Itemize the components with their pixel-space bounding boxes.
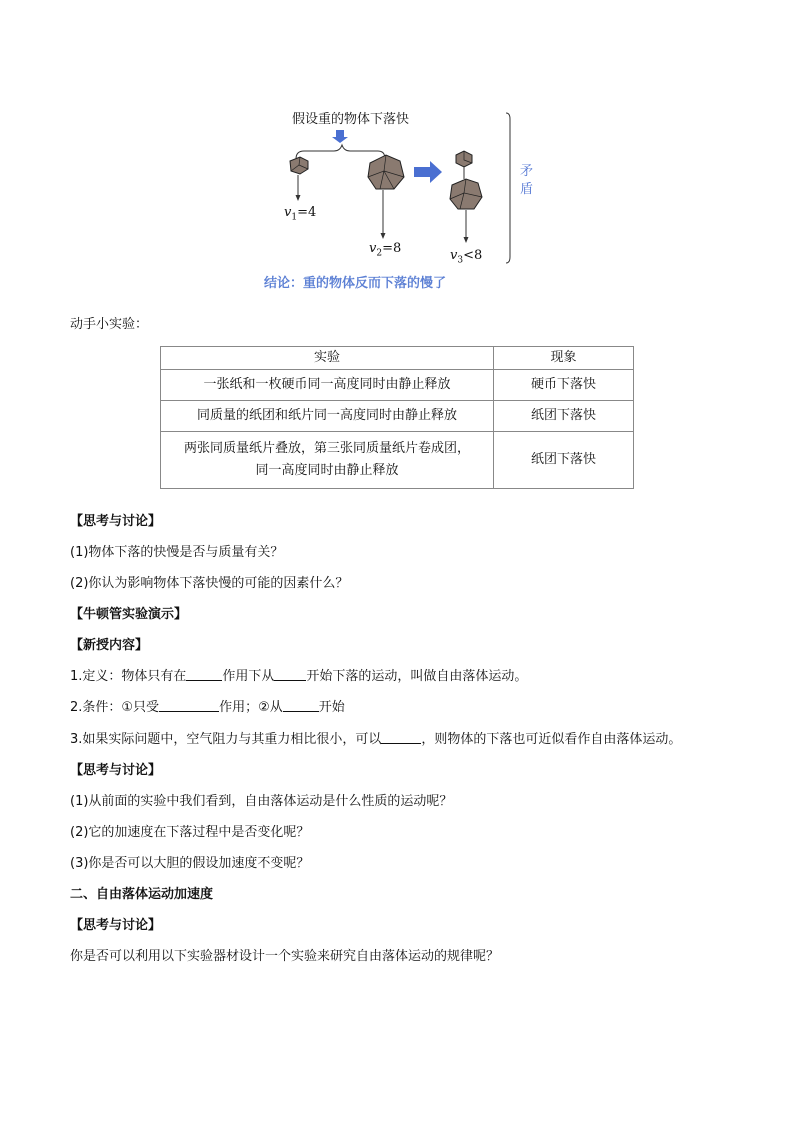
small-rock-icon <box>456 151 472 167</box>
experiment-cell-line: 两张同质量纸片叠放，第三张同质量纸片卷成团， <box>183 441 470 456</box>
newton-tube-heading: 【牛顿管实验演示】 <box>70 607 188 622</box>
fill-blank[interactable] <box>274 668 306 681</box>
right-arrow-icon <box>414 161 442 183</box>
experiment-cell: 一张纸和一枚硬币同一高度同时由静止释放 <box>161 370 494 401</box>
large-rock-icon <box>450 179 482 209</box>
experiment-cell: 同质量的纸团和纸片同一高度同时由静止释放 <box>161 401 494 432</box>
v3-label: $v_3<8$ <box>450 248 483 266</box>
phenomenon-cell: 纸团下落快 <box>494 432 634 489</box>
question-1: (1)物体下落的快慢是否与质量有关？ <box>70 545 284 560</box>
table-header-row <box>161 347 634 370</box>
falling-bodies-figure <box>270 105 534 275</box>
column-header-experiment: 实验 <box>161 347 494 370</box>
v1-label: $v_1=4$ <box>284 205 317 223</box>
think-discuss-heading: 【思考与讨论】 <box>70 763 162 778</box>
section-2-heading: 二、自由落体运动加速度 <box>70 887 214 902</box>
experiment-table <box>160 346 634 489</box>
approximation-text: ，则物体的下落也可近似看作自由落体运动。 <box>421 732 682 747</box>
table-row <box>161 432 634 489</box>
condition-text: 开始 <box>318 700 345 715</box>
table-row <box>161 370 634 401</box>
column-header-phenomenon: 现象 <box>494 347 634 370</box>
fill-blank[interactable] <box>283 699 319 712</box>
figure-title: 假设重的物体下落快 <box>292 112 410 127</box>
definition-text: 开始下落的运动，叫做自由落体运动。 <box>306 669 528 684</box>
phenomenon-cell: 纸团下落快 <box>494 401 634 432</box>
small-rock-icon <box>290 157 308 174</box>
experiment-cell <box>161 432 494 489</box>
large-rock-icon <box>368 155 404 189</box>
figure-conclusion: 结论：重的物体反而下落的慢了 <box>264 276 447 291</box>
approximation-text: 3.如果实际问题中，空气阻力与其重力相比很小，可以 <box>70 732 382 747</box>
think-discuss-heading: 【思考与讨论】 <box>70 514 162 529</box>
new-content-heading: 【新授内容】 <box>70 638 149 653</box>
condition-text: 作用；②从 <box>219 700 283 715</box>
v2-label: $v_2=8$ <box>369 241 402 259</box>
definition-line <box>70 665 527 684</box>
definition-text: 作用下从 <box>222 669 275 684</box>
bracket-shape <box>506 113 510 263</box>
think-discuss-heading: 【思考与讨论】 <box>70 918 162 933</box>
fill-blank[interactable] <box>381 731 421 744</box>
experiment-heading: 动手小实验： <box>70 317 149 332</box>
question-1: 你是否可以利用以下实验器材设计一个实验来研究自由落体运动的规律呢？ <box>70 949 500 964</box>
question-3: (3)你是否可以大胆的假设加速度不变呢？ <box>70 856 310 871</box>
question-2: (2)你认为影响物体下落快慢的可能的因素什么？ <box>70 576 349 591</box>
fill-blank[interactable] <box>159 699 219 712</box>
contradiction-label: 矛 盾 <box>520 164 534 197</box>
fill-blank[interactable] <box>186 668 222 681</box>
condition-line <box>70 696 345 715</box>
definition-text: 1.定义：物体只有在 <box>70 669 187 684</box>
down-arrow-icon <box>332 130 348 143</box>
table-row <box>161 401 634 432</box>
question-2: (2)它的加速度在下落过程中是否变化呢？ <box>70 825 310 840</box>
condition-text: 2.条件：①只受 <box>70 700 160 715</box>
question-1: (1)从前面的实验中我们看到，自由落体运动是什么性质的运动呢？ <box>70 794 453 809</box>
brace-shape <box>296 145 385 159</box>
experiment-cell-line: 同一高度同时由静止释放 <box>255 463 399 478</box>
phenomenon-cell: 硬币下落快 <box>494 370 634 401</box>
approximation-line <box>70 728 681 747</box>
